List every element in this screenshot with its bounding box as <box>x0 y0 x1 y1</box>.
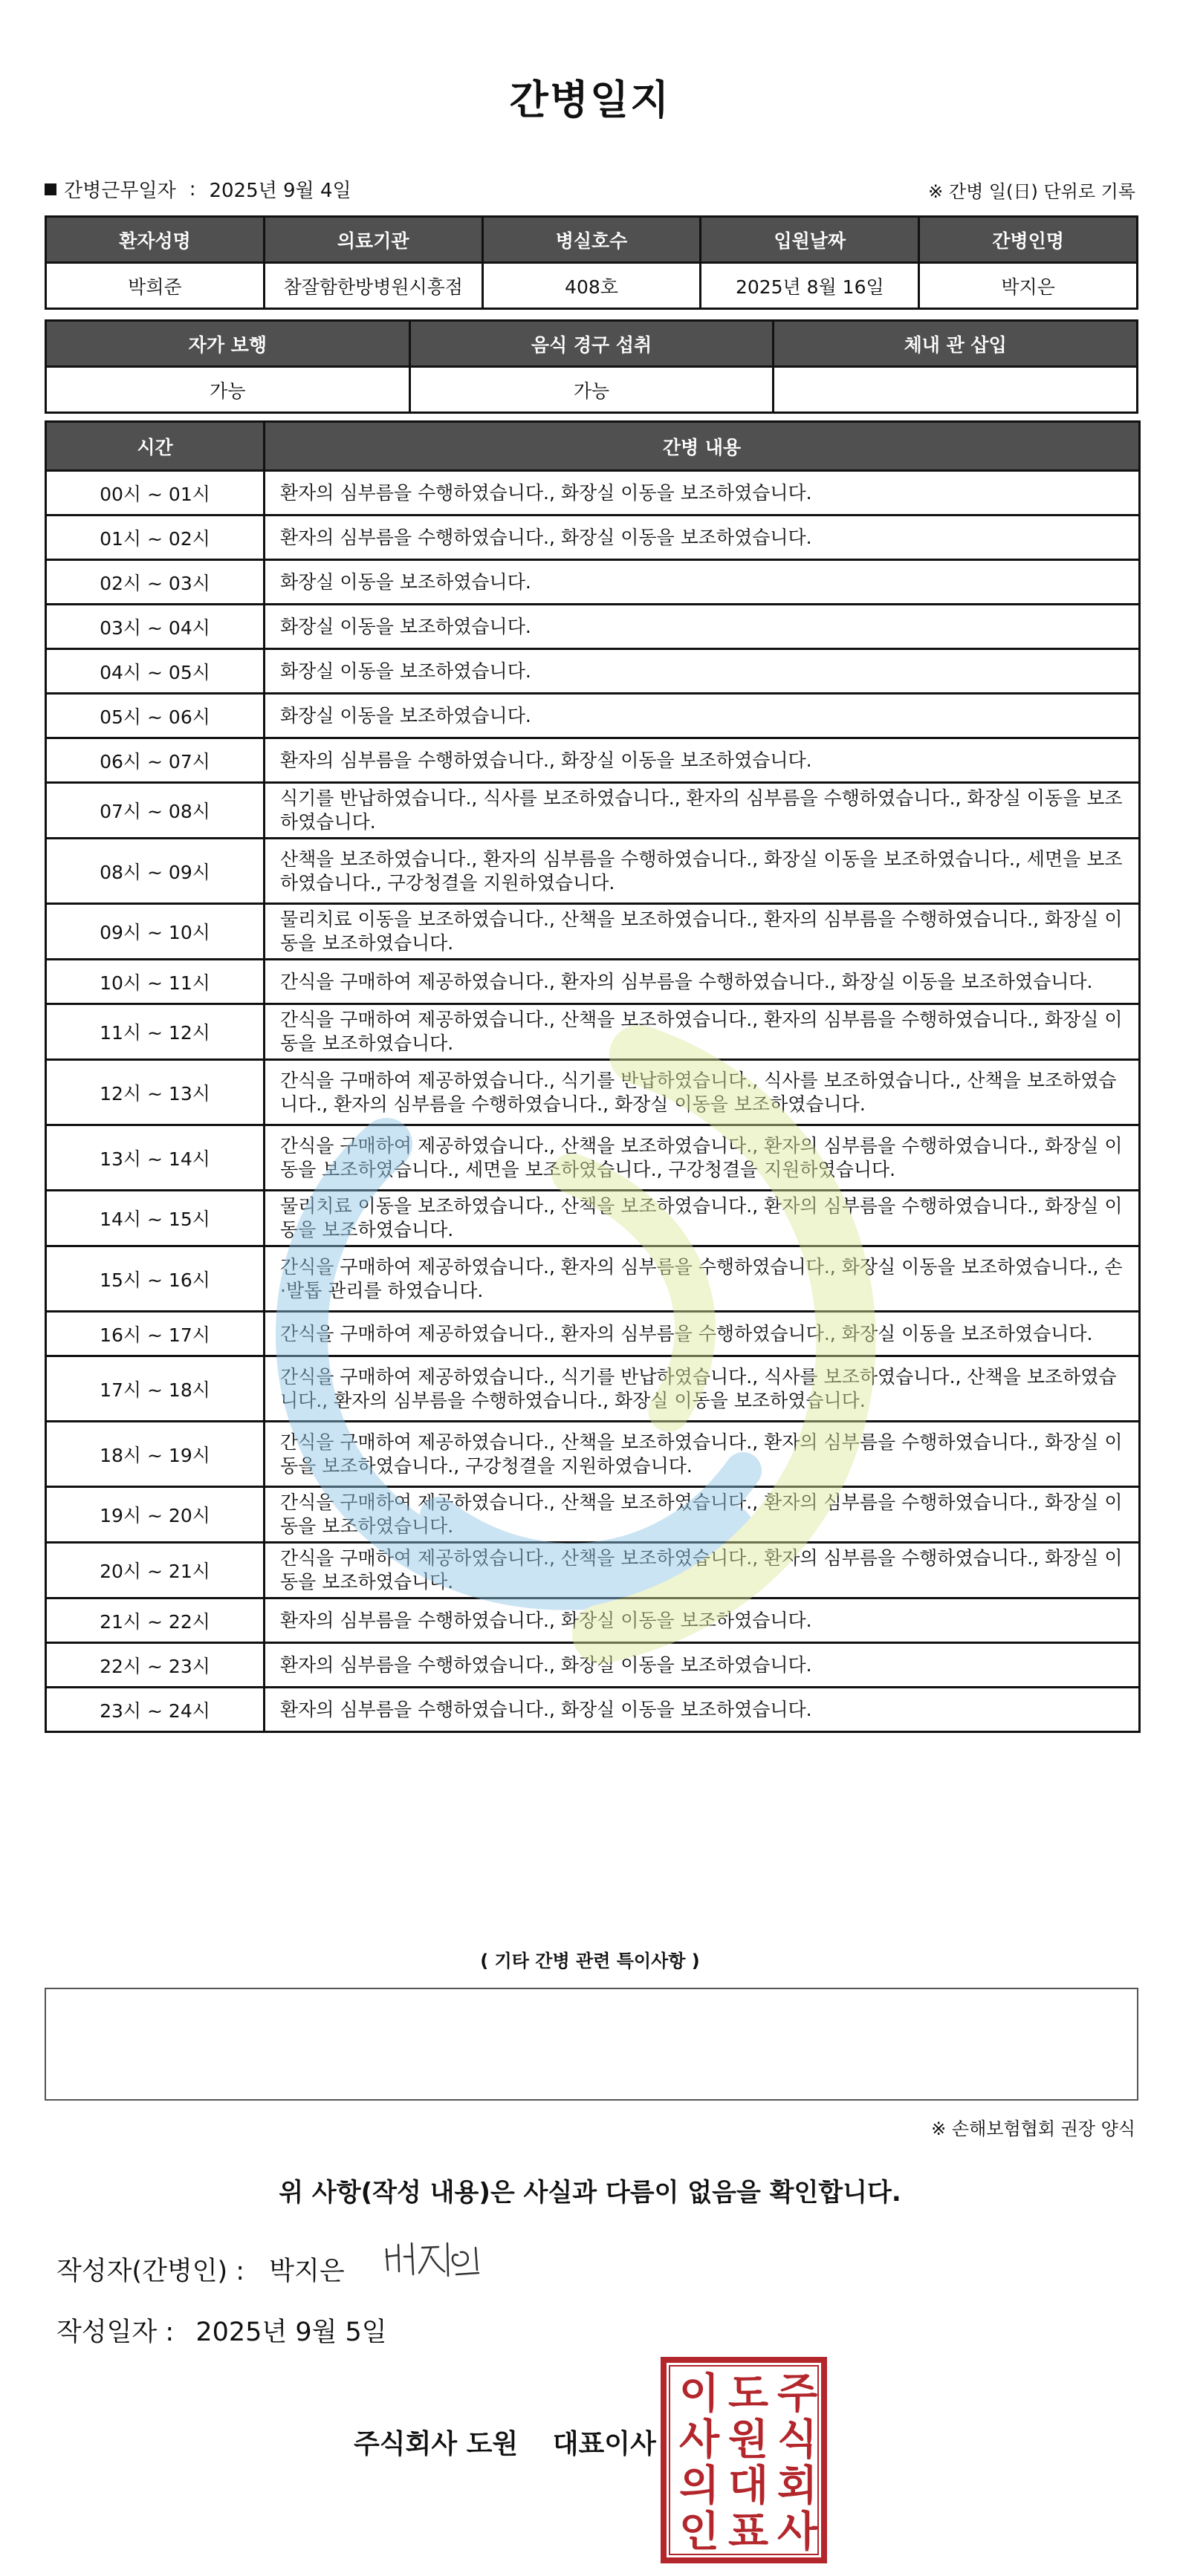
company-title: 대표이사 <box>552 2429 656 2459</box>
log-content-cell: 간식을 구매하여 제공하였습니다., 산책을 보조하였습니다., 환자의 심부름을 수행하였습니다., 화장실 이동을 보조하였습니다. <box>265 1004 1140 1060</box>
log-time-cell: 05시 ~ 06시 <box>46 694 265 738</box>
table-row <box>46 694 1140 738</box>
log-content-cell: 환자의 심부름을 수행하였습니다., 화장실 이동을 보조하였습니다. <box>265 1643 1140 1688</box>
seal-character: 이 <box>678 2370 720 2419</box>
log-time-cell: 07시 ~ 08시 <box>46 783 265 839</box>
table-row <box>46 1125 1140 1191</box>
patient-name: 박희준 <box>46 263 265 309</box>
log-time-cell: 03시 ~ 04시 <box>46 605 265 649</box>
table-row <box>46 1598 1140 1643</box>
table-row <box>46 1688 1140 1732</box>
log-time-cell: 19시 ~ 20시 <box>46 1487 265 1543</box>
seal-character: 의 <box>678 2462 720 2511</box>
writer-row <box>56 2251 345 2288</box>
log-content-cell: 환자의 심부름을 수행하였습니다., 화장실 이동을 보조하였습니다. <box>265 471 1140 515</box>
log-time-cell: 20시 ~ 21시 <box>46 1543 265 1598</box>
caregiver-name: 박지은 <box>919 263 1138 309</box>
written-date-label: 작성일자 : <box>56 2318 175 2347</box>
company-name: 주식회사 도원 <box>354 2429 519 2459</box>
log-content-cell: 식기를 반납하였습니다., 식사를 보조하였습니다., 환자의 심부름을 수행하였습니다., 화장실 이동을 보조하였습니다. <box>265 783 1140 839</box>
log-content-cell: 간식을 구매하여 제공하였습니다., 산책을 보조하였습니다., 환자의 심부름을 수행하였습니다., 화장실 이동을 보조하였습니다., 세면을 보조하였습니다., 구강청결을 지원하였습니다. <box>265 1125 1140 1191</box>
table-row <box>46 738 1140 783</box>
notes-title: ( 기타 간병 관련 특이사항 ) <box>480 1951 700 1971</box>
table-row <box>46 1004 1140 1060</box>
table-row <box>46 1060 1140 1125</box>
seal-character: 인 <box>678 2508 720 2557</box>
log-content-cell: 환자의 심부름을 수행하였습니다., 화장실 이동을 보조하였습니다. <box>265 1598 1140 1643</box>
confirmation-text: 위 사항(작성 내용)은 사실과 다름이 없음을 확인합니다. <box>279 2178 901 2208</box>
log-content-cell: 환자의 심부름을 수행하였습니다., 화장실 이동을 보조하였습니다. <box>265 1688 1140 1732</box>
header-time: 시간 <box>46 422 265 471</box>
oral-intake-value: 가능 <box>409 367 774 413</box>
table-row <box>46 1191 1140 1246</box>
log-content-cell: 간식을 구매하여 제공하였습니다., 산책을 보조하였습니다., 환자의 심부름을 수행하였습니다., 화장실 이동을 보조하였습니다. <box>265 1543 1140 1598</box>
table-row <box>46 1312 1140 1356</box>
table-row <box>46 1246 1140 1312</box>
square-bullet-icon <box>45 183 56 195</box>
work-date-label: 간병근무일자 <box>64 180 176 202</box>
header-self-walking: 자가 보행 <box>46 321 410 367</box>
log-time-cell: 23시 ~ 24시 <box>46 1688 265 1732</box>
header-care-content: 간병 내용 <box>265 422 1140 471</box>
room-number: 408호 <box>482 263 701 309</box>
table-row <box>46 839 1140 904</box>
work-date <box>45 175 351 203</box>
seal-character: 회 <box>777 2462 818 2511</box>
log-time-cell: 04시 ~ 05시 <box>46 649 265 694</box>
seal-character: 사 <box>777 2508 818 2557</box>
log-content-cell: 화장실 이동을 보조하였습니다. <box>265 694 1140 738</box>
header-admission-date: 입원날짜 <box>701 217 919 263</box>
log-time-cell: 02시 ~ 03시 <box>46 560 265 605</box>
handwritten-signature <box>379 2234 498 2286</box>
care-log-body <box>46 471 1140 1732</box>
seal-character: 표 <box>727 2508 769 2557</box>
log-time-cell: 08시 ~ 09시 <box>46 839 265 904</box>
writer-name: 박지은 <box>269 2257 345 2286</box>
log-content-cell: 화장실 이동을 보조하였습니다. <box>265 649 1140 694</box>
log-content-cell: 화장실 이동을 보조하였습니다. <box>265 560 1140 605</box>
log-content-cell: 환자의 심부름을 수행하였습니다., 화장실 이동을 보조하였습니다. <box>265 738 1140 783</box>
seal-character: 원 <box>727 2416 769 2465</box>
log-time-cell: 22시 ~ 23시 <box>46 1643 265 1688</box>
log-time-cell: 21시 ~ 22시 <box>46 1598 265 1643</box>
header-patient-name: 환자성명 <box>46 217 265 263</box>
log-content-cell: 간식을 구매하여 제공하였습니다., 환자의 심부름을 수행하였습니다., 화장실 이동을 보조하였습니다. <box>265 960 1140 1004</box>
table-row <box>46 1487 1140 1543</box>
log-time-cell: 06시 ~ 07시 <box>46 738 265 783</box>
patient-status-table <box>45 319 1138 414</box>
writer-label: 작성자(간병인) : <box>56 2257 245 2286</box>
header-tube-insertion: 체내 관 삽입 <box>774 321 1138 367</box>
log-time-cell: 17시 ~ 18시 <box>46 1356 265 1422</box>
admission-date: 2025년 8월 16일 <box>701 263 919 309</box>
table-row <box>46 1543 1140 1598</box>
table-row <box>46 515 1140 560</box>
document-title: 간병일지 <box>509 77 671 123</box>
work-date-separator: : <box>189 178 196 201</box>
log-time-cell: 01시 ~ 02시 <box>46 515 265 560</box>
written-date-row <box>56 2312 387 2349</box>
care-log-table <box>45 420 1141 1733</box>
table-row <box>46 1643 1140 1688</box>
header-room: 병실호수 <box>482 217 701 263</box>
seal-character: 식 <box>777 2416 818 2465</box>
log-time-cell: 18시 ~ 19시 <box>46 1422 265 1487</box>
log-content-cell: 물리치료 이동을 보조하였습니다., 산책을 보조하였습니다., 환자의 심부름을 수행하였습니다., 화장실 이동을 보조하였습니다. <box>265 904 1140 960</box>
table-row <box>46 649 1140 694</box>
written-date-value: 2025년 9월 5일 <box>195 2318 387 2347</box>
log-time-cell: 16시 ~ 17시 <box>46 1312 265 1356</box>
table-row <box>46 1422 1140 1487</box>
info-header-row <box>46 217 1138 263</box>
table-row <box>46 560 1140 605</box>
hospital-name: 참잘함한방병원시흥점 <box>264 263 482 309</box>
work-date-value: 2025년 9월 4일 <box>209 180 351 202</box>
seal-character: 도 <box>727 2370 769 2419</box>
header-caregiver-name: 간병인명 <box>919 217 1138 263</box>
company-seal <box>660 2356 828 2564</box>
log-time-cell: 11시 ~ 12시 <box>46 1004 265 1060</box>
log-content-cell: 간식을 구매하여 제공하였습니다., 산책을 보조하였습니다., 환자의 심부름을 수행하였습니다., 화장실 이동을 보조하였습니다., 구강청결을 지원하였습니다. <box>265 1422 1140 1487</box>
patient-info-table <box>45 215 1138 310</box>
tube-insertion-value <box>774 367 1138 413</box>
notes-box <box>45 1988 1138 2101</box>
log-content-cell: 간식을 구매하여 제공하였습니다., 산책을 보조하였습니다., 환자의 심부름을 수행하였습니다., 화장실 이동을 보조하였습니다. <box>265 1487 1140 1543</box>
log-content-cell: 산책을 보조하였습니다., 환자의 심부름을 수행하였습니다., 화장실 이동을 보조하였습니다., 세면을 보조하였습니다., 구강청결을 지원하였습니다. <box>265 839 1140 904</box>
log-time-cell: 13시 ~ 14시 <box>46 1125 265 1191</box>
log-content-cell: 간식을 구매하여 제공하였습니다., 식기를 반납하였습니다., 식사를 보조하였습니다., 산책을 보조하였습니다., 환자의 심부름을 수행하였습니다., 화장실 이동을 보조하였습니다. <box>265 1060 1140 1125</box>
table-row <box>46 960 1140 1004</box>
log-time-cell: 10시 ~ 11시 <box>46 960 265 1004</box>
table-row <box>46 471 1140 515</box>
log-content-cell: 환자의 심부름을 수행하였습니다., 화장실 이동을 보조하였습니다. <box>265 515 1140 560</box>
log-time-cell: 14시 ~ 15시 <box>46 1191 265 1246</box>
seal-character: 주 <box>777 2370 818 2419</box>
table-row <box>46 904 1140 960</box>
log-time-cell: 12시 ~ 13시 <box>46 1060 265 1125</box>
table-row <box>46 605 1140 649</box>
log-header-row <box>46 422 1140 471</box>
log-time-cell: 00시 ~ 01시 <box>46 471 265 515</box>
log-content-cell: 물리치료 이동을 보조하였습니다., 산책을 보조하였습니다., 환자의 심부름을 수행하였습니다., 화장실 이동을 보조하였습니다. <box>265 1191 1140 1246</box>
seal-character: 대 <box>727 2462 769 2511</box>
info-value-row <box>46 263 1138 309</box>
status-value-row <box>46 367 1138 413</box>
log-time-cell: 09시 ~ 10시 <box>46 904 265 960</box>
log-content-cell: 간식을 구매하여 제공하였습니다., 환자의 심부름을 수행하였습니다., 화장실 이동을 보조하였습니다., 손·발톱 관리를 하였습니다. <box>265 1246 1140 1312</box>
recommend-note: ※ 손해보험협회 권장 양식 <box>931 2118 1135 2139</box>
seal-character: 사 <box>678 2416 720 2465</box>
log-time-cell: 15시 ~ 16시 <box>46 1246 265 1312</box>
log-content-cell: 화장실 이동을 보조하였습니다. <box>265 605 1140 649</box>
log-content-cell: 간식을 구매하여 제공하였습니다., 환자의 심부름을 수행하였습니다., 화장실 이동을 보조하였습니다. <box>265 1312 1140 1356</box>
seal-characters <box>679 2370 818 2557</box>
header-oral-intake: 음식 경구 섭취 <box>409 321 774 367</box>
log-content-cell: 간식을 구매하여 제공하였습니다., 식기를 반납하였습니다., 식사를 보조하였습니다., 산책을 보조하였습니다., 환자의 심부름을 수행하였습니다., 화장실 이동을 보조하였습니다. <box>265 1356 1140 1422</box>
company-row <box>354 2423 656 2461</box>
unit-note: ※ 간병 일(日) 단위로 기록 <box>928 181 1135 202</box>
table-row <box>46 1356 1140 1422</box>
table-row <box>46 783 1140 839</box>
header-hospital: 의료기관 <box>264 217 482 263</box>
self-walking-value: 가능 <box>46 367 410 413</box>
status-header-row <box>46 321 1138 367</box>
